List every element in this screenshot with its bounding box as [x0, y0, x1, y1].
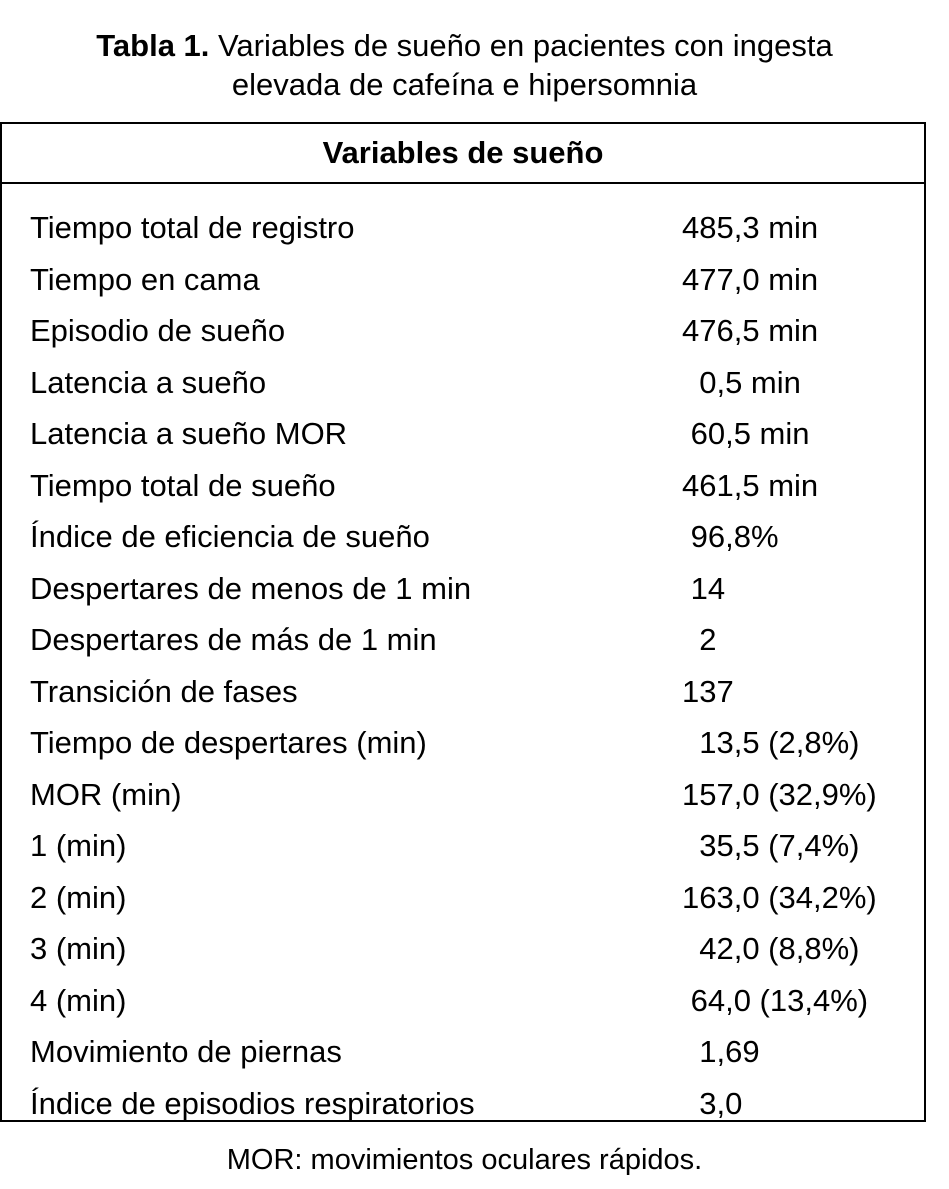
sleep-variables-table	[0, 122, 926, 1122]
table-row	[2, 460, 924, 512]
row-value: 96,8%	[682, 519, 779, 554]
row-value: 461,5 min	[682, 467, 819, 503]
table-caption	[0, 26, 929, 104]
row-value: 2	[682, 622, 717, 657]
row-value: 476,5 min	[682, 313, 819, 348]
caption-line-1	[0, 26, 929, 65]
row-value: 137	[682, 673, 734, 709]
row-label: Episodio de sueño	[30, 313, 286, 348]
row-label: Tiempo total de sueño	[30, 467, 336, 503]
row-value: 1,69	[682, 1034, 760, 1069]
table-row	[2, 666, 924, 718]
row-value: 157,0 (32,9%)	[682, 776, 877, 812]
table-row	[2, 357, 924, 409]
table-row	[2, 717, 924, 769]
table-body	[2, 202, 924, 1129]
row-value: 35,5 (7,4%)	[682, 828, 860, 863]
row-label: Latencia a sueño MOR	[30, 416, 348, 451]
table-row	[2, 820, 924, 872]
row-label: Despertares de menos de 1 min	[30, 570, 472, 606]
row-label: Tiempo de despertares (min)	[30, 725, 427, 760]
row-label: Tiempo total de registro	[30, 210, 355, 245]
table-header: Variables de sueño	[2, 124, 924, 184]
row-value: 60,5 min	[682, 416, 810, 451]
row-value: 485,3 min	[682, 210, 819, 245]
table-row	[2, 872, 924, 924]
table-row	[2, 975, 924, 1027]
table-row	[2, 769, 924, 821]
row-value: 477,0 min	[682, 261, 819, 297]
table-row	[2, 923, 924, 975]
row-value: 3,0	[682, 1085, 743, 1121]
row-value: 13,5 (2,8%)	[682, 725, 860, 760]
row-label: Tiempo en cama	[30, 261, 260, 297]
row-label: 4 (min)	[30, 982, 127, 1018]
row-label: 3 (min)	[30, 931, 127, 966]
row-label: Movimiento de piernas	[30, 1034, 342, 1069]
row-value: 14	[682, 570, 726, 606]
row-label: 2 (min)	[30, 879, 127, 915]
row-label: 1 (min)	[30, 828, 127, 863]
row-label: Latencia a sueño	[30, 364, 267, 400]
row-value: 42,0 (8,8%)	[682, 931, 860, 966]
row-label: MOR (min)	[30, 776, 182, 812]
caption-text-2: elevada de cafeína e hipersomnia	[231, 67, 698, 102]
table-row	[2, 254, 924, 306]
row-value: 163,0 (34,2%)	[682, 879, 877, 915]
row-label: Índice de episodios respiratorios	[30, 1085, 475, 1121]
row-label: Despertares de más de 1 min	[30, 622, 437, 657]
row-label: Transición de fases	[30, 673, 298, 709]
caption-label: Tabla 1.	[96, 28, 210, 63]
row-label: Índice de eficiencia de sueño	[30, 519, 430, 554]
table-row	[2, 305, 924, 357]
row-value: 0,5 min	[682, 364, 801, 400]
table-footnote: MOR: movimientos oculares rápidos.	[226, 1144, 703, 1176]
caption-text-1: Variables de sueño en pacientes con ingesta	[218, 28, 833, 63]
table-row	[2, 511, 924, 563]
table-row	[2, 1026, 924, 1078]
table-row	[2, 563, 924, 615]
table-row	[2, 614, 924, 666]
table-row	[2, 1078, 924, 1130]
row-value: 64,0 (13,4%)	[682, 982, 869, 1018]
table-row	[2, 408, 924, 460]
table-row	[2, 202, 924, 254]
